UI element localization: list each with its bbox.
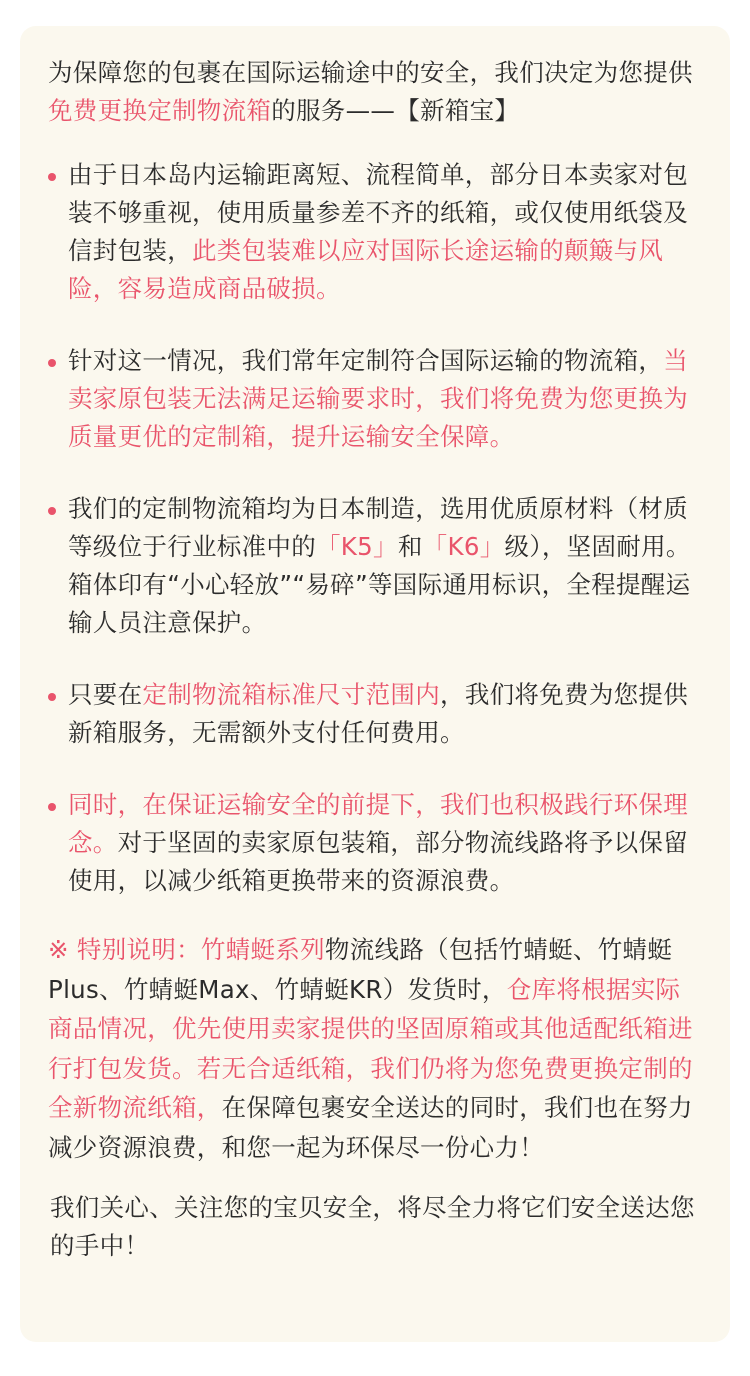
bullet-dot-icon <box>48 173 56 181</box>
bullet-dot-icon <box>48 359 56 367</box>
grade-k6: 「K6」 <box>422 532 505 561</box>
intro-highlight: 免费更换定制物流箱 <box>48 96 272 125</box>
bullet-highlight: 此类包装难以应对国际长途运输的颠簸与风险，容易造成商品破损。 <box>68 236 664 303</box>
bullet-item-2 <box>48 342 702 456</box>
bullet-dot-icon <box>48 803 56 811</box>
bullet-text: 针对这一情况，我们常年定制符合国际运输的物流箱，当卖家原包装无法满足运输要求时，我们将免费为您更换为质量更优的定制箱，提升运输安全保障。 <box>68 346 689 451</box>
bullet-item-4 <box>48 676 702 752</box>
intro-service-name: 的服务——【新箱宝】 <box>271 96 520 125</box>
special-note: ※ 特别说明：竹蜻蜓系列物流线路（包括竹蜻蜓、竹蜻蜓Plus、竹蜻蜓Max、竹蜻蜓KR）发货时，仓库将根据实际商品情况，优先使用卖家提供的坚固原箱或其他适配纸箱进行打包发货。若无合适纸箱，我们仍将为您免费更换定制的全新物流纸箱，在保障包裹安全送达的同时，我们也在努力减少资源浪费，和您一起为环保尽一份心力！ <box>48 935 693 1162</box>
bullet-text: 同时，在保证运输安全的前提下，我们也积极践行环保理念。对于坚固的卖家原包装箱，部分物流线路将予以保留使用，以减少纸箱更换带来的资源浪费。 <box>68 790 689 895</box>
special-note-label: ※ 特别说明：竹蜻蜓系列 <box>48 935 325 964</box>
bullet-item-3 <box>48 490 702 642</box>
bullet-text: 由于日本岛内运输距离短、流程简单，部分日本卖家对包装不够重视，使用质量参差不齐的纸箱，或仅使用纸袋及信封包装，此类包装难以应对国际长途运输的颠簸与风险，容易造成商品破损。 <box>68 160 688 303</box>
intro-text: 为保障您的包裹在国际运输途中的安全，我们决定为您提供 <box>48 58 693 87</box>
bullet-highlight: 同时，在保证运输安全的前提下，我们也积极践行环保理念。 <box>68 790 688 857</box>
bullet-item-5 <box>48 786 702 900</box>
bullet-highlight: 定制物流箱标准尺寸范围内 <box>142 680 441 709</box>
bullet-highlight: 当卖家原包装无法满足运输要求时，我们将免费为您更换为质量更优的定制箱，提升运输安全保障。 <box>68 346 689 451</box>
bullet-dot-icon <box>48 693 56 701</box>
intro-paragraph <box>48 54 702 130</box>
bullet-dot-icon <box>48 507 56 515</box>
bullet-text: 只要在定制物流箱标准尺寸范围内，我们将免费为您提供新箱服务，无需额外支付任何费用。 <box>68 680 689 747</box>
bullet-text: 我们的定制物流箱均为日本制造，选用优质原材料（材质等级位于行业标准中的「K5」和「K6」级），坚固耐用。箱体印有“小心轻放”“易碎”等国际通用标识，全程提醒运输人员注意保护。 <box>68 494 691 637</box>
bullet-item-1 <box>48 156 702 308</box>
notice-card <box>20 26 730 1342</box>
special-note-highlight: 仓库将根据实际商品情况，优先使用卖家提供的坚固原箱或其他适配纸箱进行打包发货。若无合适纸箱，我们仍将为您免费更换定制的全新物流纸箱， <box>48 974 693 1122</box>
grade-k5: 「K5」 <box>316 532 398 561</box>
closing-paragraph: 我们关心、关注您的宝贝安全，将尽全力将它们安全送达您的手中！ <box>50 1193 695 1260</box>
